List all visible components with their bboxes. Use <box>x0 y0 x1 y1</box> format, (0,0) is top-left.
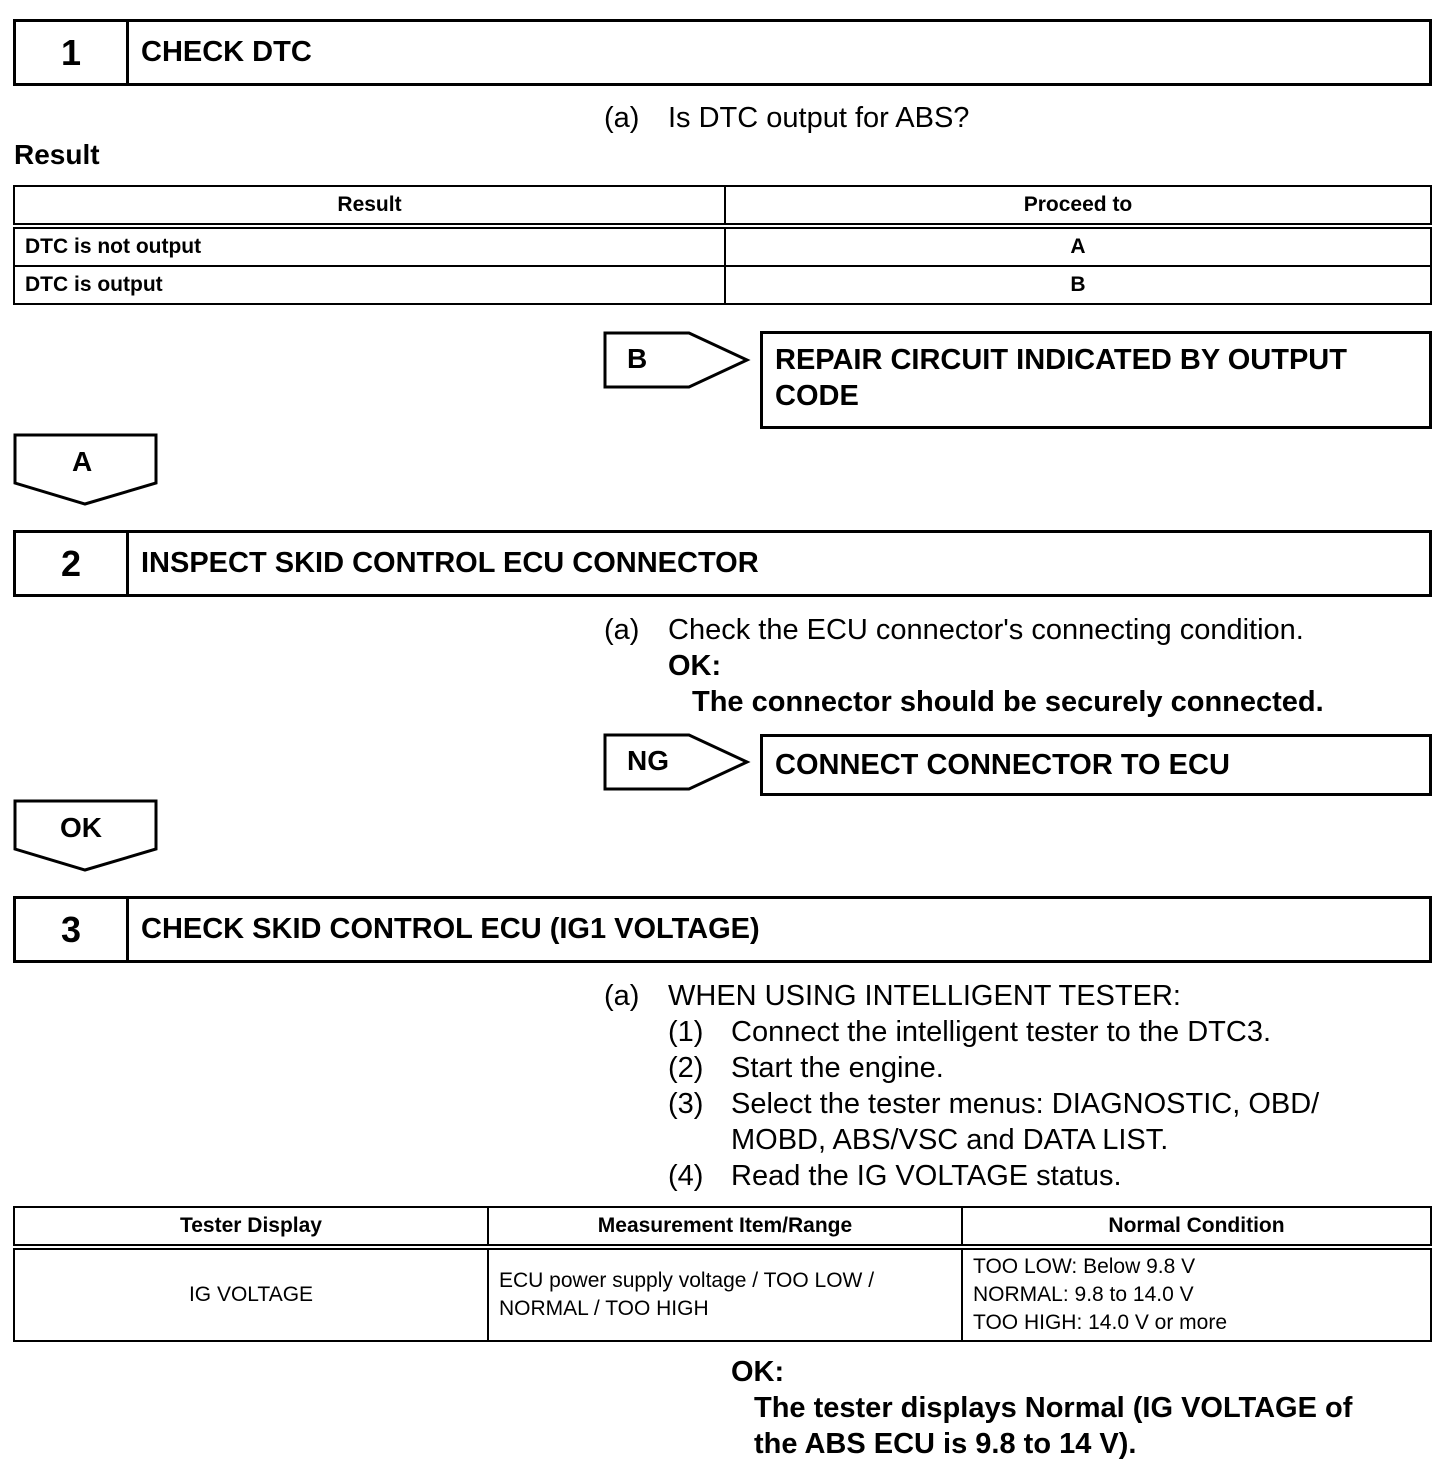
action-box <box>760 331 1432 429</box>
table-header: Measurement Item/Range <box>488 1207 962 1247</box>
table-header: Normal Condition <box>962 1207 1431 1247</box>
sub-item-number: (2) <box>668 1052 704 1084</box>
sub-item-text: Select the tester menus: DIAGNOSTIC, OBD/ <box>731 1088 1320 1120</box>
table-cell <box>488 1247 962 1341</box>
substep-marker: (a) <box>604 614 640 646</box>
table-cell <box>962 1247 1431 1341</box>
sub-item-number: (3) <box>668 1088 704 1120</box>
branch-arrow-tag <box>603 733 753 791</box>
ok-criterion: The connector should be securely connected. <box>692 686 1324 718</box>
cell-line: ECU power supply voltage / TOO LOW / <box>499 1269 875 1292</box>
action-text: REPAIR CIRCUIT INDICATED BY OUTPUT <box>775 344 1347 376</box>
cell-line: NORMAL / TOO HIGH <box>499 1297 709 1320</box>
action-text: CODE <box>775 380 859 412</box>
cell-line: NORMAL: 9.8 to 14.0 V <box>973 1283 1194 1306</box>
sub-item-text: Start the engine. <box>731 1052 944 1084</box>
table-cell: DTC is output <box>14 266 725 304</box>
action-box <box>760 734 1432 796</box>
table-cell: DTC is not output <box>14 226 725 266</box>
cell-line: TOO LOW: Below 9.8 V <box>973 1255 1196 1278</box>
action-text: CONNECT CONNECTOR TO ECU <box>775 749 1230 781</box>
sub-item-number: (1) <box>668 1016 704 1048</box>
branch-arrow-tag <box>603 331 753 389</box>
substep-text: Is DTC output for ABS? <box>668 102 970 134</box>
step-2-header <box>13 530 1432 597</box>
ok-label: OK: <box>731 1356 785 1388</box>
ok-label: OK: <box>668 650 722 682</box>
step-title: INSPECT SKID CONTROL ECU CONNECTOR <box>141 547 759 579</box>
branch-label: B <box>627 343 648 374</box>
flow-label: OK <box>60 812 102 843</box>
sub-item-text: Read the IG VOLTAGE status. <box>731 1160 1122 1192</box>
table-cell: B <box>725 266 1431 304</box>
cell-line: TOO HIGH: 14.0 V or more <box>973 1311 1228 1334</box>
result-table <box>13 185 1432 305</box>
table-header: Result <box>14 186 725 226</box>
substep-text: WHEN USING INTELLIGENT TESTER: <box>668 980 1181 1012</box>
flow-label: A <box>72 446 93 477</box>
table-cell: A <box>725 226 1431 266</box>
table-row <box>14 226 1431 266</box>
substep-text: Check the ECU connector's connecting condition. <box>668 614 1304 646</box>
table-header: Proceed to <box>725 186 1431 226</box>
branch-label: NG <box>627 745 669 776</box>
sub-item-text: Connect the intelligent tester to the DTC3. <box>731 1016 1272 1048</box>
step-number: 1 <box>16 22 129 83</box>
step-number: 2 <box>16 533 129 594</box>
sub-item-number: (4) <box>668 1160 704 1192</box>
result-heading: Result <box>14 139 100 170</box>
table-row <box>14 1247 1431 1341</box>
tester-table <box>13 1206 1432 1342</box>
table-row <box>14 266 1431 304</box>
ok-criterion: The tester displays Normal (IG VOLTAGE of <box>754 1392 1353 1424</box>
sub-item-text: MOBD, ABS/VSC and DATA LIST. <box>731 1124 1169 1156</box>
table-header: Tester Display <box>14 1207 488 1247</box>
step-number: 3 <box>16 899 129 960</box>
step-title: CHECK DTC <box>141 36 312 68</box>
ok-criterion: the ABS ECU is 9.8 to 14 V). <box>754 1428 1137 1460</box>
substep-marker: (a) <box>604 102 640 134</box>
substep-marker: (a) <box>604 980 640 1012</box>
table-cell: IG VOLTAGE <box>14 1247 488 1341</box>
step-title: CHECK SKID CONTROL ECU (IG1 VOLTAGE) <box>141 913 760 945</box>
step-3-header <box>13 896 1432 963</box>
step-1-header <box>13 19 1432 86</box>
